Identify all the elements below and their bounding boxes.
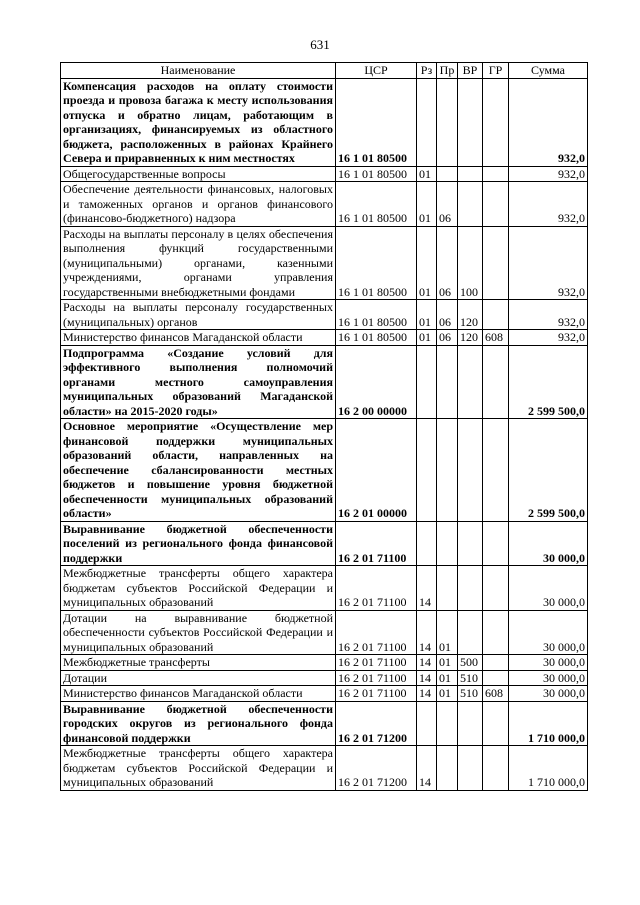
cell-gr — [483, 345, 509, 419]
cell-csr: 16 2 01 71200 — [336, 701, 417, 746]
cell-name: Министерство финансов Магаданской области — [61, 330, 336, 346]
cell-pr — [437, 345, 458, 419]
budget-table — [60, 62, 588, 791]
cell-rz: 14 — [417, 655, 437, 671]
header-name: Наименование — [61, 63, 336, 79]
cell-pr — [437, 566, 458, 611]
cell-pr: 01 — [437, 610, 458, 655]
table-row — [61, 746, 588, 791]
cell-vr — [458, 746, 483, 791]
cell-csr: 16 1 01 80500 — [336, 226, 417, 300]
cell-csr: 16 1 01 80500 — [336, 166, 417, 182]
cell-rz: 14 — [417, 686, 437, 702]
cell-sum: 932,0 — [509, 226, 588, 300]
cell-pr: 01 — [437, 686, 458, 702]
table-row — [61, 701, 588, 746]
cell-vr: 100 — [458, 226, 483, 300]
cell-rz — [417, 521, 437, 566]
cell-rz: 01 — [417, 182, 437, 227]
cell-gr — [483, 521, 509, 566]
cell-vr — [458, 419, 483, 522]
cell-csr: 16 1 01 80500 — [336, 330, 417, 346]
cell-rz — [417, 419, 437, 522]
cell-sum: 2 599 500,0 — [509, 419, 588, 522]
cell-csr: 16 2 01 71100 — [336, 610, 417, 655]
cell-gr — [483, 610, 509, 655]
cell-pr — [437, 701, 458, 746]
cell-rz: 14 — [417, 566, 437, 611]
table-header-row — [61, 63, 588, 79]
cell-name: Подпрограмма «Создание условий для эффективного выполнения полномочий органами местного самоуправления муниципальных образований Магаданской области» на 2015-2020 годы» — [61, 345, 336, 419]
cell-pr: 06 — [437, 226, 458, 300]
cell-rz — [417, 701, 437, 746]
cell-vr — [458, 182, 483, 227]
cell-sum: 30 000,0 — [509, 670, 588, 686]
cell-name: Дотации — [61, 670, 336, 686]
table-row — [61, 345, 588, 419]
cell-gr — [483, 655, 509, 671]
cell-vr — [458, 345, 483, 419]
cell-name: Выравнивание бюджетной обеспеченности поселений из регионального фонда финансовой поддержки — [61, 521, 336, 566]
cell-pr — [437, 746, 458, 791]
cell-rz: 14 — [417, 746, 437, 791]
header-vr: ВР — [458, 63, 483, 79]
cell-gr — [483, 300, 509, 330]
cell-sum: 932,0 — [509, 182, 588, 227]
cell-name: Межбюджетные трансферты общего характера бюджетам субъектов Российской Федерации и муниципальных образований — [61, 746, 336, 791]
cell-pr: 06 — [437, 182, 458, 227]
table-row — [61, 566, 588, 611]
cell-name: Межбюджетные трансферты общего характера бюджетам субъектов Российской Федерации и муниципальных образований — [61, 566, 336, 611]
cell-name: Обеспечение деятельности финансовых, налоговых и таможенных органов и органов финансового (финансово-бюджетного) надзора — [61, 182, 336, 227]
cell-sum: 30 000,0 — [509, 655, 588, 671]
table-row — [61, 330, 588, 346]
cell-pr — [437, 166, 458, 182]
cell-gr: 608 — [483, 686, 509, 702]
cell-rz: 14 — [417, 610, 437, 655]
cell-vr — [458, 566, 483, 611]
cell-pr — [437, 78, 458, 166]
cell-vr — [458, 610, 483, 655]
cell-gr — [483, 166, 509, 182]
table-row — [61, 300, 588, 330]
cell-pr: 06 — [437, 300, 458, 330]
cell-rz: 01 — [417, 300, 437, 330]
cell-gr: 608 — [483, 330, 509, 346]
cell-sum: 30 000,0 — [509, 610, 588, 655]
cell-gr — [483, 670, 509, 686]
cell-vr: 120 — [458, 330, 483, 346]
cell-rz: 14 — [417, 670, 437, 686]
cell-vr — [458, 521, 483, 566]
cell-name: Выравнивание бюджетной обеспеченности городских округов из регионального фонда финансовой поддержки — [61, 701, 336, 746]
cell-sum: 932,0 — [509, 300, 588, 330]
cell-csr: 16 1 01 80500 — [336, 78, 417, 166]
cell-gr — [483, 182, 509, 227]
cell-csr: 16 2 00 00000 — [336, 345, 417, 419]
cell-csr: 16 1 01 80500 — [336, 182, 417, 227]
cell-pr: 06 — [437, 330, 458, 346]
cell-csr: 16 2 01 71100 — [336, 655, 417, 671]
cell-sum: 2 599 500,0 — [509, 345, 588, 419]
cell-gr — [483, 566, 509, 611]
cell-rz: 01 — [417, 166, 437, 182]
cell-csr: 16 1 01 80500 — [336, 300, 417, 330]
cell-gr — [483, 419, 509, 522]
cell-name: Основное мероприятие «Осуществление мер финансовой поддержки муниципальных образований области, направленных на обеспечение сбалансированности местных бюджетов и повышение уровня бюджетной обеспеченности муниципальных образований области» — [61, 419, 336, 522]
cell-vr: 500 — [458, 655, 483, 671]
table-row — [61, 655, 588, 671]
cell-sum: 932,0 — [509, 166, 588, 182]
table-row — [61, 670, 588, 686]
header-rz: Рз — [417, 63, 437, 79]
cell-rz — [417, 345, 437, 419]
table-row — [61, 182, 588, 227]
cell-gr — [483, 746, 509, 791]
cell-name: Расходы на выплаты персоналу в целях обеспечения выполнения функций государственными (муниципальными) органами, казенными учреждениями, органами управления государственными внебюджетными фондами — [61, 226, 336, 300]
header-gr: ГР — [483, 63, 509, 79]
cell-vr: 510 — [458, 686, 483, 702]
cell-csr: 16 2 01 71100 — [336, 686, 417, 702]
cell-gr — [483, 226, 509, 300]
cell-sum: 1 710 000,0 — [509, 746, 588, 791]
table-row — [61, 610, 588, 655]
table-row — [61, 419, 588, 522]
header-sum: Сумма — [509, 63, 588, 79]
cell-gr — [483, 701, 509, 746]
cell-vr: 510 — [458, 670, 483, 686]
cell-csr: 16 2 01 71100 — [336, 566, 417, 611]
cell-pr — [437, 419, 458, 522]
cell-csr: 16 2 01 71200 — [336, 746, 417, 791]
cell-name: Общегосударственные вопросы — [61, 166, 336, 182]
cell-pr: 01 — [437, 655, 458, 671]
header-csr: ЦСР — [336, 63, 417, 79]
cell-name: Расходы на выплаты персоналу государственных (муниципальных) органов — [61, 300, 336, 330]
cell-sum: 932,0 — [509, 330, 588, 346]
cell-csr: 16 2 01 71100 — [336, 670, 417, 686]
table-row — [61, 686, 588, 702]
table-row — [61, 166, 588, 182]
cell-sum: 30 000,0 — [509, 566, 588, 611]
cell-vr — [458, 701, 483, 746]
cell-csr: 16 2 01 00000 — [336, 419, 417, 522]
cell-name: Министерство финансов Магаданской области — [61, 686, 336, 702]
cell-name: Компенсация расходов на оплату стоимости проезда и провоза багажа к месту использования отпуска и обратно лицам, работающим в организациях, финансируемых из областного бюджета, расположенных в районах Крайнего Севера и приравненных к ним местностях — [61, 78, 336, 166]
cell-rz — [417, 78, 437, 166]
cell-vr — [458, 166, 483, 182]
cell-rz: 01 — [417, 226, 437, 300]
cell-name: Дотации на выравнивание бюджетной обеспеченности субъектов Российской Федерации и муниципальных образований — [61, 610, 336, 655]
cell-sum: 30 000,0 — [509, 686, 588, 702]
cell-pr — [437, 521, 458, 566]
cell-name: Межбюджетные трансферты — [61, 655, 336, 671]
cell-sum: 1 710 000,0 — [509, 701, 588, 746]
cell-sum: 30 000,0 — [509, 521, 588, 566]
table-row — [61, 226, 588, 300]
cell-vr — [458, 78, 483, 166]
table-row — [61, 78, 588, 166]
cell-vr: 120 — [458, 300, 483, 330]
header-pr: Пр — [437, 63, 458, 79]
cell-rz: 01 — [417, 330, 437, 346]
cell-gr — [483, 78, 509, 166]
table-row — [61, 521, 588, 566]
cell-pr: 01 — [437, 670, 458, 686]
page-number: 631 — [310, 37, 330, 52]
cell-csr: 16 2 01 71100 — [336, 521, 417, 566]
cell-sum: 932,0 — [509, 78, 588, 166]
